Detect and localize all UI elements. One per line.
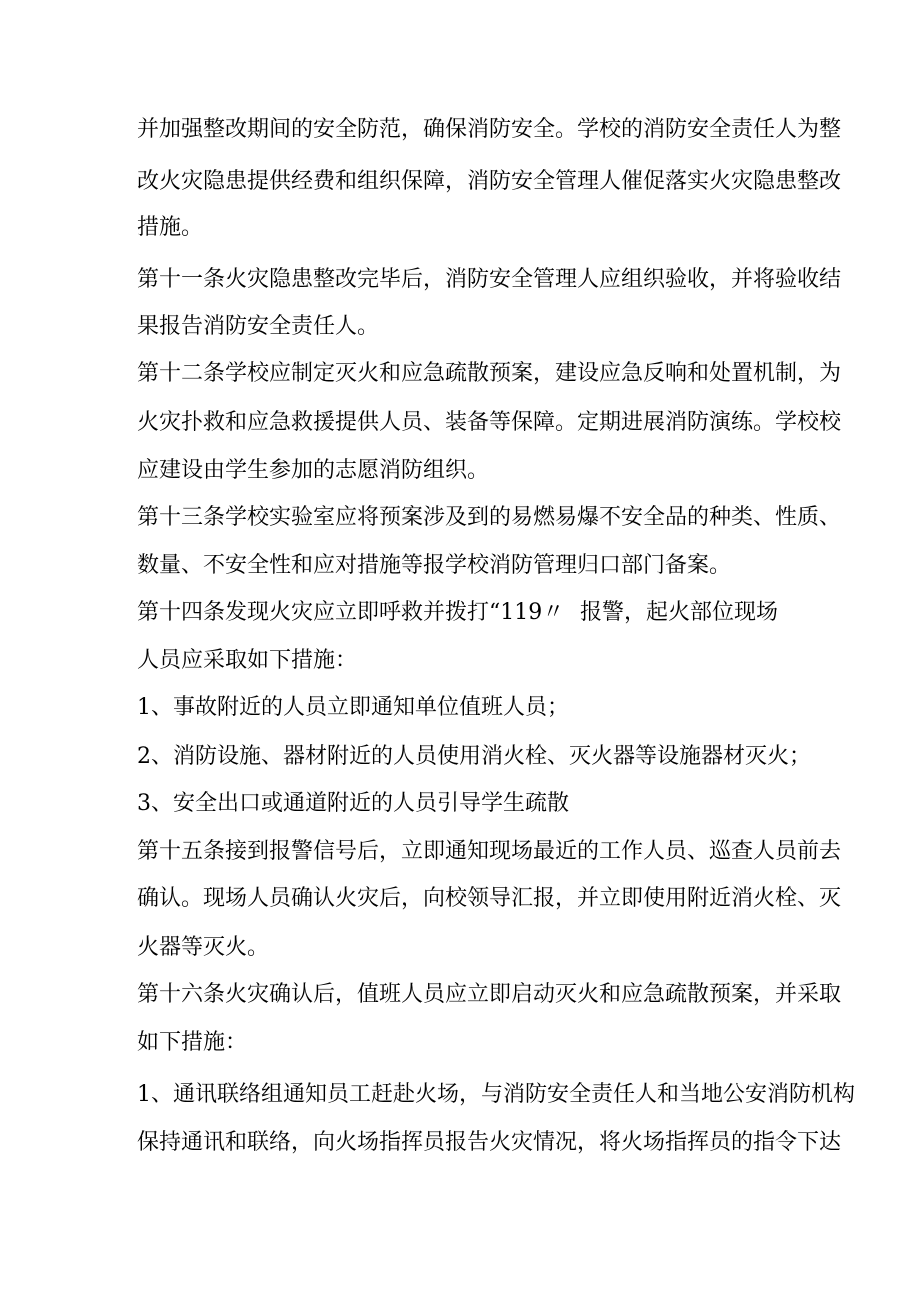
text-line: 第十三条学校实验室应将预案涉及到的易燃易爆不安全品的种类、性质、 [137,505,842,530]
text-line: 确认。现场人员确认火灾后，向校领导汇报，并立即使用附近消火栓、灭 [137,886,842,911]
text-line: 第十二条学校应制定灭火和应急疏散预案，建设应急反响和处置机制，为 [137,361,842,386]
text-line: 3、安全出口或通道附近的人员引导学生疏散 [137,791,569,816]
text-line: 措施。 [137,215,204,240]
text-line: 并加强整改期间的安全防范，确保消防安全。学校的消防安全责任人为整 [137,117,842,142]
text-line: 改火灾隐患提供经费和组织保障，消防安全管理人催促落实火灾隐患整改 [137,169,842,194]
text-line: 1、事故附近的人员立即通知单位值班人员； [137,695,569,720]
text-line: 如下措施： [137,1030,248,1055]
text-line: 1、通讯联络组通知员工赶赴火场，与消防安全责任人和当地公安消防机构 [137,1082,855,1107]
text-line: 第十五条接到报警信号后，立即通知现场最近的工作人员、巡查人员前去 [137,839,842,864]
text-line: 第十六条火灾确认后，值班人员应立即启动灭火和应急疏散预案，并采取 [137,982,842,1007]
text-line: 保持通讯和联络，向火场指挥员报告火灾情况，将火场指挥员的指令下达 [137,1130,842,1155]
text-line: 应建设由学生参加的志愿消防组织。 [137,458,490,483]
text-line: 火器等灭火。 [137,935,270,960]
text-line: 2、消防设施、器材附近的人员使用消火栓、灭火器等设施器材灭火； [137,744,811,769]
text-line-tail: 报警，起火部位现场 [580,600,779,625]
text-line: 火灾扑救和应急救援提供人员、装备等保障。定期进展消防演练。学校校 [137,410,842,435]
text-line: 第十一条火灾隐患整改完毕后，消防安全管理人应组织验收，并将验收结 [137,267,842,292]
text-line: 果报告消防安全责任人。 [137,314,380,339]
text-line: 人员应采取如下措施： [137,648,358,673]
text-line: 数量、不安全性和应对措施等报学校消防管理归口部门备案。 [137,553,732,578]
text-line: 第十四条发现火灾应立即呼救并拨打“119〃 [137,600,565,625]
